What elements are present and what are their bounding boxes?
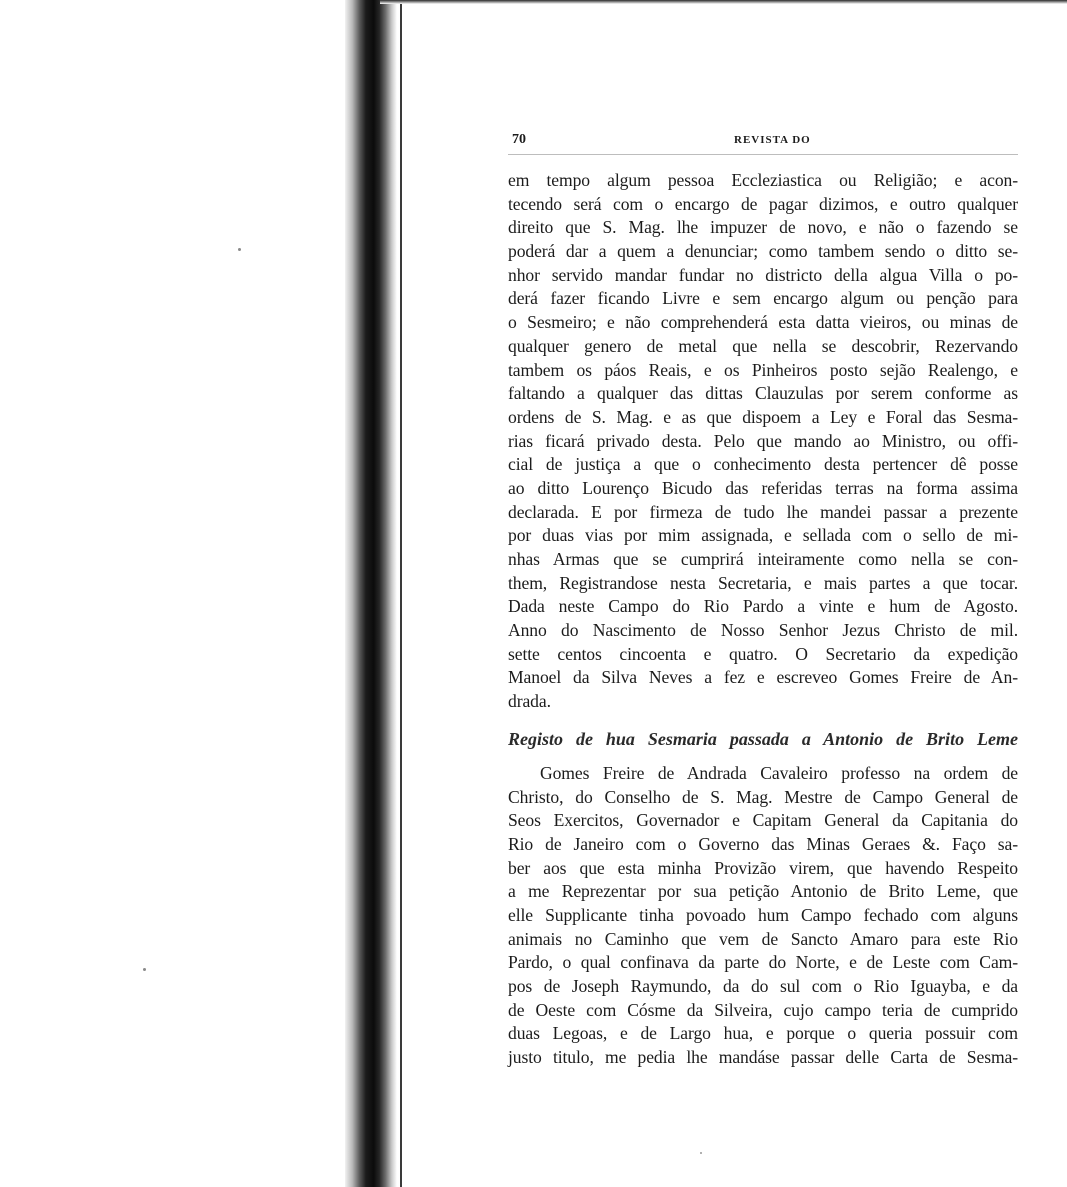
text-line: rias ficará privado desta. Pelo que mando ao Ministro, ou offi- (508, 430, 1018, 451)
page-edge-line (400, 0, 402, 1187)
text-line: drada. (508, 691, 551, 712)
text-line: o Sesmeiro; e não comprehenderá esta datta vieiros, ou minas de (508, 312, 1018, 333)
text-line: duas Legoas, e de Largo hua, e porque o queria possuir com (508, 1023, 1018, 1044)
text-line: tambem os páos Reais, e os Pinheiros posto sejão Realengo, e (508, 359, 1018, 380)
text-line: por duas vias por mim assignada, e sellada com o sello de mi- (508, 525, 1018, 546)
text-line: de Oeste com Cósme da Silveira, cujo campo teria de cumprido (508, 999, 1018, 1020)
paragraph-sesmaria (508, 762, 1018, 1070)
text-line: justo titulo, me pedia lhe mandáse passar delle Carta de Sesma- (508, 1047, 1018, 1068)
text-line: ber aos que esta minha Provizão virem, que havendo Respeito (508, 857, 1018, 878)
paper-speck (143, 968, 146, 971)
text-line: em tempo algum pessoa Eccleziastica ou Religião; e acon- (508, 170, 1018, 190)
text-line: Dada neste Campo do Rio Pardo a vinte e hum de Agosto. (508, 596, 1018, 617)
text-line: poderá dar a quem a denunciar; como tambem sendo o ditto se- (508, 241, 1018, 262)
text-line: Rio de Janeiro com o Governo das Minas Geraes &. Faço sa- (508, 833, 1018, 854)
text-line: tecendo será com o encargo de pagar dizimos, e outro qualquer (508, 193, 1018, 214)
text-line: Gomes Freire de Andrada Cavaleiro professo na ordem de (540, 762, 1018, 783)
text-line: Manoel da Silva Neves a fez e escreveo Gomes Freire de An- (508, 667, 1018, 688)
text-line: Pardo, o qual confinava da parte do Norte, e de Leste com Cam- (508, 952, 1018, 973)
text-line: elle Supplicante tinha povoado hum Campo fechado com alguns (508, 904, 1018, 925)
text-line: them, Registrandose nesta Secretaria, e mais partes a que tocar. (508, 572, 1018, 593)
text-line: ordens de S. Mag. e as que dispoem a Ley e Foral das Sesma- (508, 406, 1018, 427)
facing-page (0, 0, 345, 1187)
text-line: qualquer genero de metal que nella se descobrir, Rezervando (508, 335, 1018, 356)
journal-title: REVISTA DO (734, 134, 811, 146)
text-line: ao ditto Lourenço Bicudo das referidas terras na forma assima (508, 477, 1018, 498)
text-line: cial de justiça a que o conhecimento desta pertencer dê posse (508, 454, 1018, 475)
section-heading: Registo de hua Sesmaria passada a Antonio de Brito Leme (508, 728, 1018, 749)
text-line: Christo, do Conselho de S. Mag. Mestre de Campo General de (508, 786, 1018, 807)
text-line: derá fazer ficando Livre e sem encargo algum ou penção para (508, 288, 1018, 309)
text-line: Seos Exercitos, Governador e Capitam General da Capitania do (508, 810, 1018, 831)
page-number: 70 (512, 132, 526, 147)
body-text (508, 169, 1018, 1070)
text-line: direito que S. Mag. lhe impuzer de novo, e não o fazendo se (508, 217, 1018, 238)
text-line: a me Reprezentar por sua petição Antonio de Brito Leme, que (508, 881, 1018, 902)
text-line: sette centos cincoenta e quatro. O Secretario da expedição (508, 643, 1018, 664)
text-line: nhas Armas que se cumprirá inteiramente como nella se con- (508, 549, 1018, 569)
running-head (508, 128, 1018, 155)
paper-speck (700, 1152, 702, 1154)
paragraph-continuation (508, 169, 1018, 714)
text-line: Anno do Nascimento de Nosso Senhor Jezus Christo de mil. (508, 620, 1018, 641)
text-line: faltando a qualquer das dittas Clauzulas por serem conforme as (508, 383, 1018, 404)
book-spine-shadow (345, 0, 397, 1187)
paper-speck (238, 248, 241, 251)
text-line: pos de Joseph Raymundo, da do sul com o Rio Iguayba, e da (508, 976, 1018, 996)
text-line: declarada. E por firmeza de tudo lhe mandei passar a prezente (508, 501, 1018, 522)
page-top-edge (380, 0, 1067, 4)
text-line: nhor servido mandar fundar no districto della algua Villa o po- (508, 264, 1018, 285)
text-line: animais no Caminho que vem de Sancto Amaro para este Rio (508, 928, 1018, 949)
book-page (508, 128, 1018, 1070)
